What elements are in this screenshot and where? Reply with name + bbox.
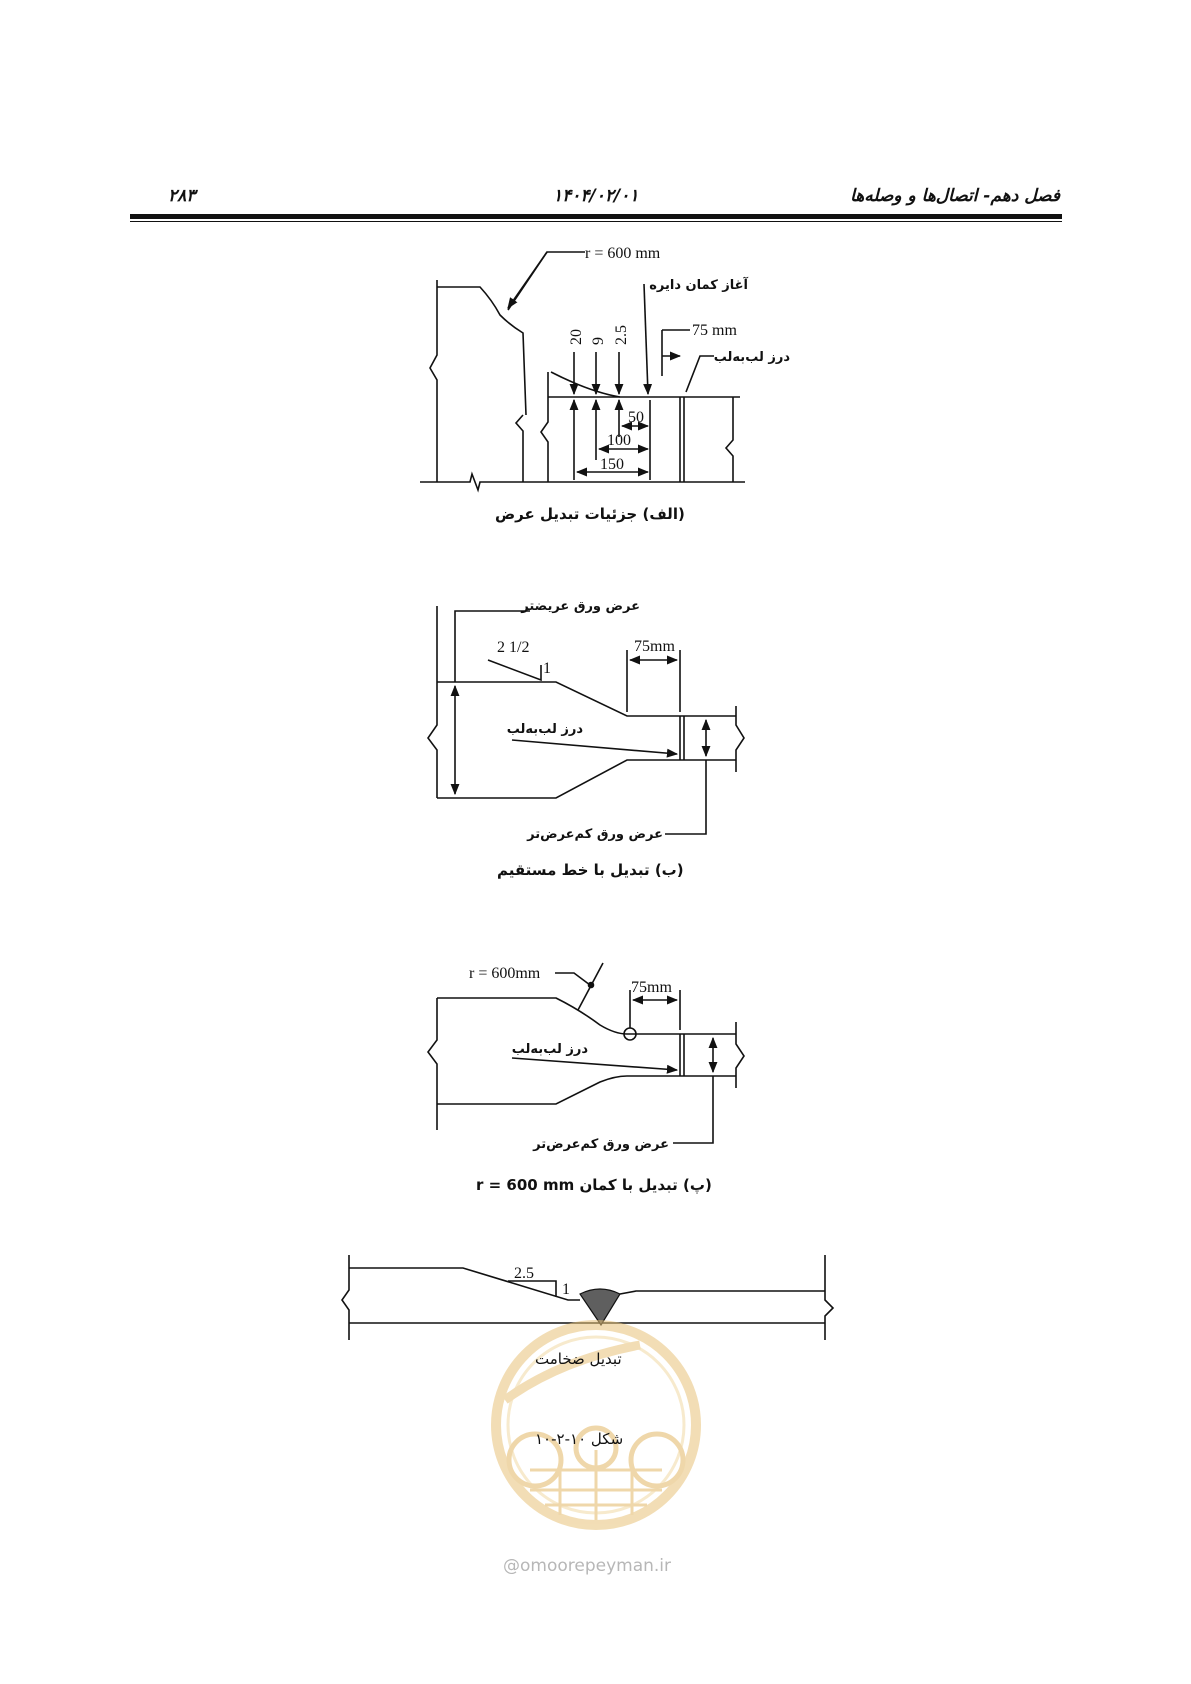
watermark-at-icon: @	[503, 1556, 520, 1576]
figure-a-label-weld: درز لب‌به‌لب	[713, 350, 790, 365]
figure-b-bottom-edge	[437, 760, 736, 798]
figure-a-label-20: 20	[568, 329, 585, 345]
figure-c-label-75: 75mm	[631, 979, 672, 996]
figure-c-label-radius: r = 600mm	[469, 965, 541, 982]
figure-b	[428, 606, 744, 834]
figure-c-left-break	[428, 998, 437, 1130]
figure-a-label-50: 50	[628, 409, 644, 426]
figure-c-top-edge	[437, 998, 736, 1034]
figure-d-caption: تبدیل ضخامت	[535, 1350, 622, 1368]
figure-c-radius-leader	[555, 973, 590, 985]
figure-a-radius-arrow	[508, 252, 547, 308]
figure-b-label-slope: 2 1/2	[497, 639, 530, 656]
figure-d-top-edge-left	[349, 1268, 580, 1300]
figure-b-weld-arrow	[512, 740, 677, 754]
figure-d-left-break	[342, 1255, 349, 1340]
figure-a-arc	[551, 372, 620, 397]
figure-d-label-slope-1: 1	[562, 1281, 570, 1298]
figure-number: شکل ۱۰-۲-۱۰	[535, 1430, 624, 1448]
figure-a-label-radius: r = 600 mm	[585, 245, 661, 262]
figure-a-caption: (الف) جزئیات تبدیل عرض	[495, 505, 685, 523]
figure-a-weld-leader	[686, 356, 714, 392]
figure-a-left-plate-top	[437, 287, 526, 415]
figure-c-label-weld: درز لب‌به‌لب	[511, 1042, 588, 1057]
figure-c-weld-arrow	[512, 1058, 677, 1070]
figure-b-top-edge	[437, 682, 736, 716]
figure-b-slope-triangle	[488, 660, 541, 680]
figure-a-radius-leader	[508, 252, 585, 310]
header-date: ۱۴۰۴/۰۲/۰۱	[553, 186, 639, 206]
figure-d-weld-bead	[580, 1289, 620, 1325]
chapter-title: فصل دهم- اتصال‌ها و وصله‌ها	[850, 186, 1060, 206]
figure-a-label-150: 150	[600, 456, 624, 473]
figure-b-caption: (ب) تبدیل با خط مستقیم	[497, 861, 684, 879]
figure-c-right-break	[736, 1022, 744, 1088]
figure-b-left-break	[428, 606, 437, 798]
figure-b-narrow-leader	[665, 760, 706, 834]
figure-d-label-slope: 2.5	[514, 1265, 534, 1282]
page-number: ۲۸۳	[168, 186, 196, 206]
figure-a-label-2-5: 2.5	[613, 325, 630, 345]
figure-a-narrow-left-edge	[541, 372, 548, 482]
figure-a-arrow-arc-start	[644, 284, 648, 394]
figure-b-label-slope-1: 1	[543, 660, 551, 677]
figure-c-radius-dot	[589, 983, 594, 988]
figure-b-label-narrower: عرض ورق کم‌عرض‌تر	[527, 827, 663, 842]
figure-a-label-100: 100	[607, 432, 631, 449]
figure-a-label-75: 75 mm	[692, 322, 737, 339]
figure-a-right-break	[726, 397, 733, 482]
figure-c-caption	[476, 1176, 712, 1194]
figure-c-label-narrower: عرض ورق کم‌عرض‌تر	[533, 1137, 669, 1152]
figure-a-left-break	[430, 280, 437, 482]
figure-c-bottom-edge	[437, 1076, 736, 1104]
figure-a-label-9: 9	[590, 337, 607, 345]
figure-a-label-arc-start: آغاز کمان دایره	[649, 278, 748, 293]
figure-b-label-wider: عرض ورق عریضتر	[521, 599, 640, 614]
figure-c-caption-fa: (پ) تبدیل با کمان	[579, 1176, 712, 1194]
figure-a-bottom-line	[420, 474, 745, 490]
figure-d-right-break	[825, 1255, 833, 1340]
figure-d-top-edge-right	[620, 1291, 825, 1294]
watermark-site	[503, 1556, 671, 1576]
figure-b-label-weld: درز لب‌به‌لب	[506, 722, 583, 737]
figure-b-right-break	[736, 706, 744, 772]
figure-a-right-break-left	[516, 415, 523, 482]
figure-c-narrow-leader	[673, 1076, 713, 1143]
figure-c-caption-en: r = 600 mm	[476, 1176, 575, 1194]
figure-b-label-75: 75mm	[634, 638, 675, 655]
watermark-site-label: omoorepeyman.ir	[520, 1556, 672, 1576]
